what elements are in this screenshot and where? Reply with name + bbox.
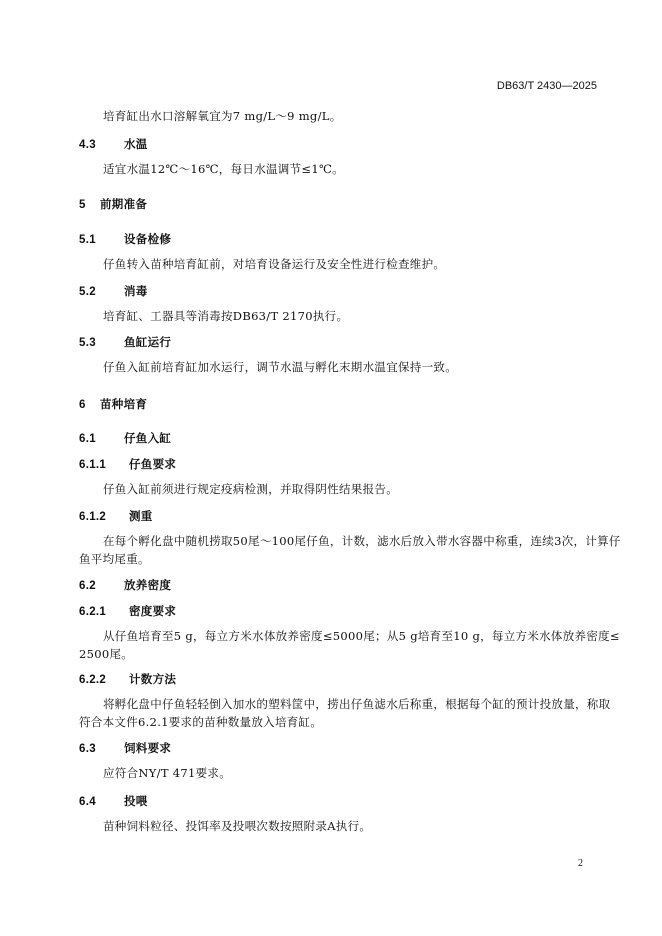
paragraph-continuation: 2500尾。 (79, 647, 134, 661)
section-heading (79, 231, 171, 247)
paragraph: 适宜水温12℃～16℃，每日水温调节≤1℃。 (103, 162, 344, 176)
paragraph-continuation: 鱼平均尾重。 (79, 552, 150, 566)
section-title: 放养密度 (124, 580, 172, 592)
section-title: 前期准备 (100, 199, 148, 211)
section-title: 设备检修 (124, 234, 172, 246)
section-number: 5 (79, 199, 86, 211)
paragraph-continuation: 符合本文件6.2.1要求的苗种数量放入培育缸。 (79, 715, 323, 729)
section-heading (79, 671, 176, 687)
section-title: 计数方法 (129, 674, 177, 686)
paragraph: 培育缸、工器具等消毒按DB63/T 2170执行。 (103, 309, 349, 323)
section-title: 苗种培育 (100, 399, 148, 411)
section-number: 4.3 (79, 139, 96, 151)
paragraph: 仔鱼入缸前培育缸加水运行，调节水温与孵化末期水温宜保持一致。 (103, 360, 457, 374)
section-heading (79, 334, 171, 350)
section-title: 水温 (124, 139, 148, 151)
section-number: 6.1.1 (79, 459, 107, 471)
section-heading (79, 283, 148, 299)
section-title: 饲料要求 (124, 743, 172, 755)
section-heading (79, 603, 176, 619)
section-number: 6.4 (79, 796, 96, 808)
section-number: 5.1 (79, 234, 96, 246)
section-heading (79, 136, 148, 152)
paragraph: 苗种饲料粒径、投饵率及投喂次数按照附录A执行。 (103, 819, 372, 833)
section-heading (79, 396, 147, 412)
paragraph: 将孵化盘中仔鱼轻轻倒入加水的塑料筐中，捞出仔鱼滤水后称重，根据每个缸的预计投放量，称取 (103, 697, 611, 711)
section-title: 消毒 (124, 286, 148, 298)
section-heading (79, 196, 147, 212)
section-title: 仔鱼入缸 (124, 433, 172, 445)
section-heading (79, 456, 176, 472)
section-heading (79, 430, 171, 446)
paragraph: 在每个孵化盘中随机捞取50尾～100尾仔鱼，计数，滤水后放入带水容器中称重，连续3次，计算仔 (103, 534, 621, 548)
section-heading (79, 577, 171, 593)
section-number: 6.3 (79, 743, 96, 755)
page-number: 2 (578, 858, 583, 869)
section-number: 5.3 (79, 337, 96, 349)
paragraph: 仔鱼入缸前须进行规定疫病检测，并取得阴性结果报告。 (103, 482, 398, 496)
section-number: 6.2.1 (79, 606, 107, 618)
section-title: 鱼缸运行 (124, 337, 172, 349)
section-number: 6.2 (79, 580, 96, 592)
section-heading (79, 740, 171, 756)
section-title: 密度要求 (129, 606, 177, 618)
section-number: 5.2 (79, 286, 96, 298)
paragraph: 从仔鱼培育至5 g，每立方米水体放养密度≤5000尾；从5 g培育至10 g，每立方米水体放养密度≤ (103, 629, 620, 643)
section-title: 测重 (129, 511, 153, 523)
section-title: 投喂 (124, 796, 148, 808)
document-code: DB63/T 2430—2025 (496, 80, 597, 92)
section-number: 6 (79, 399, 86, 411)
section-title: 仔鱼要求 (129, 459, 177, 471)
paragraph: 应符合NY/T 471要求。 (103, 766, 232, 780)
section-number: 6.1 (79, 433, 96, 445)
section-number: 6.2.2 (79, 674, 107, 686)
section-number: 6.1.2 (79, 511, 107, 523)
paragraph: 培育缸出水口溶解氧宜为7 mg/L～9 mg/L。 (103, 109, 342, 123)
paragraph: 仔鱼转入苗种培育缸前，对培育设备运行及安全性进行检查维护。 (103, 257, 446, 271)
section-heading (79, 508, 153, 524)
section-heading (79, 793, 148, 809)
